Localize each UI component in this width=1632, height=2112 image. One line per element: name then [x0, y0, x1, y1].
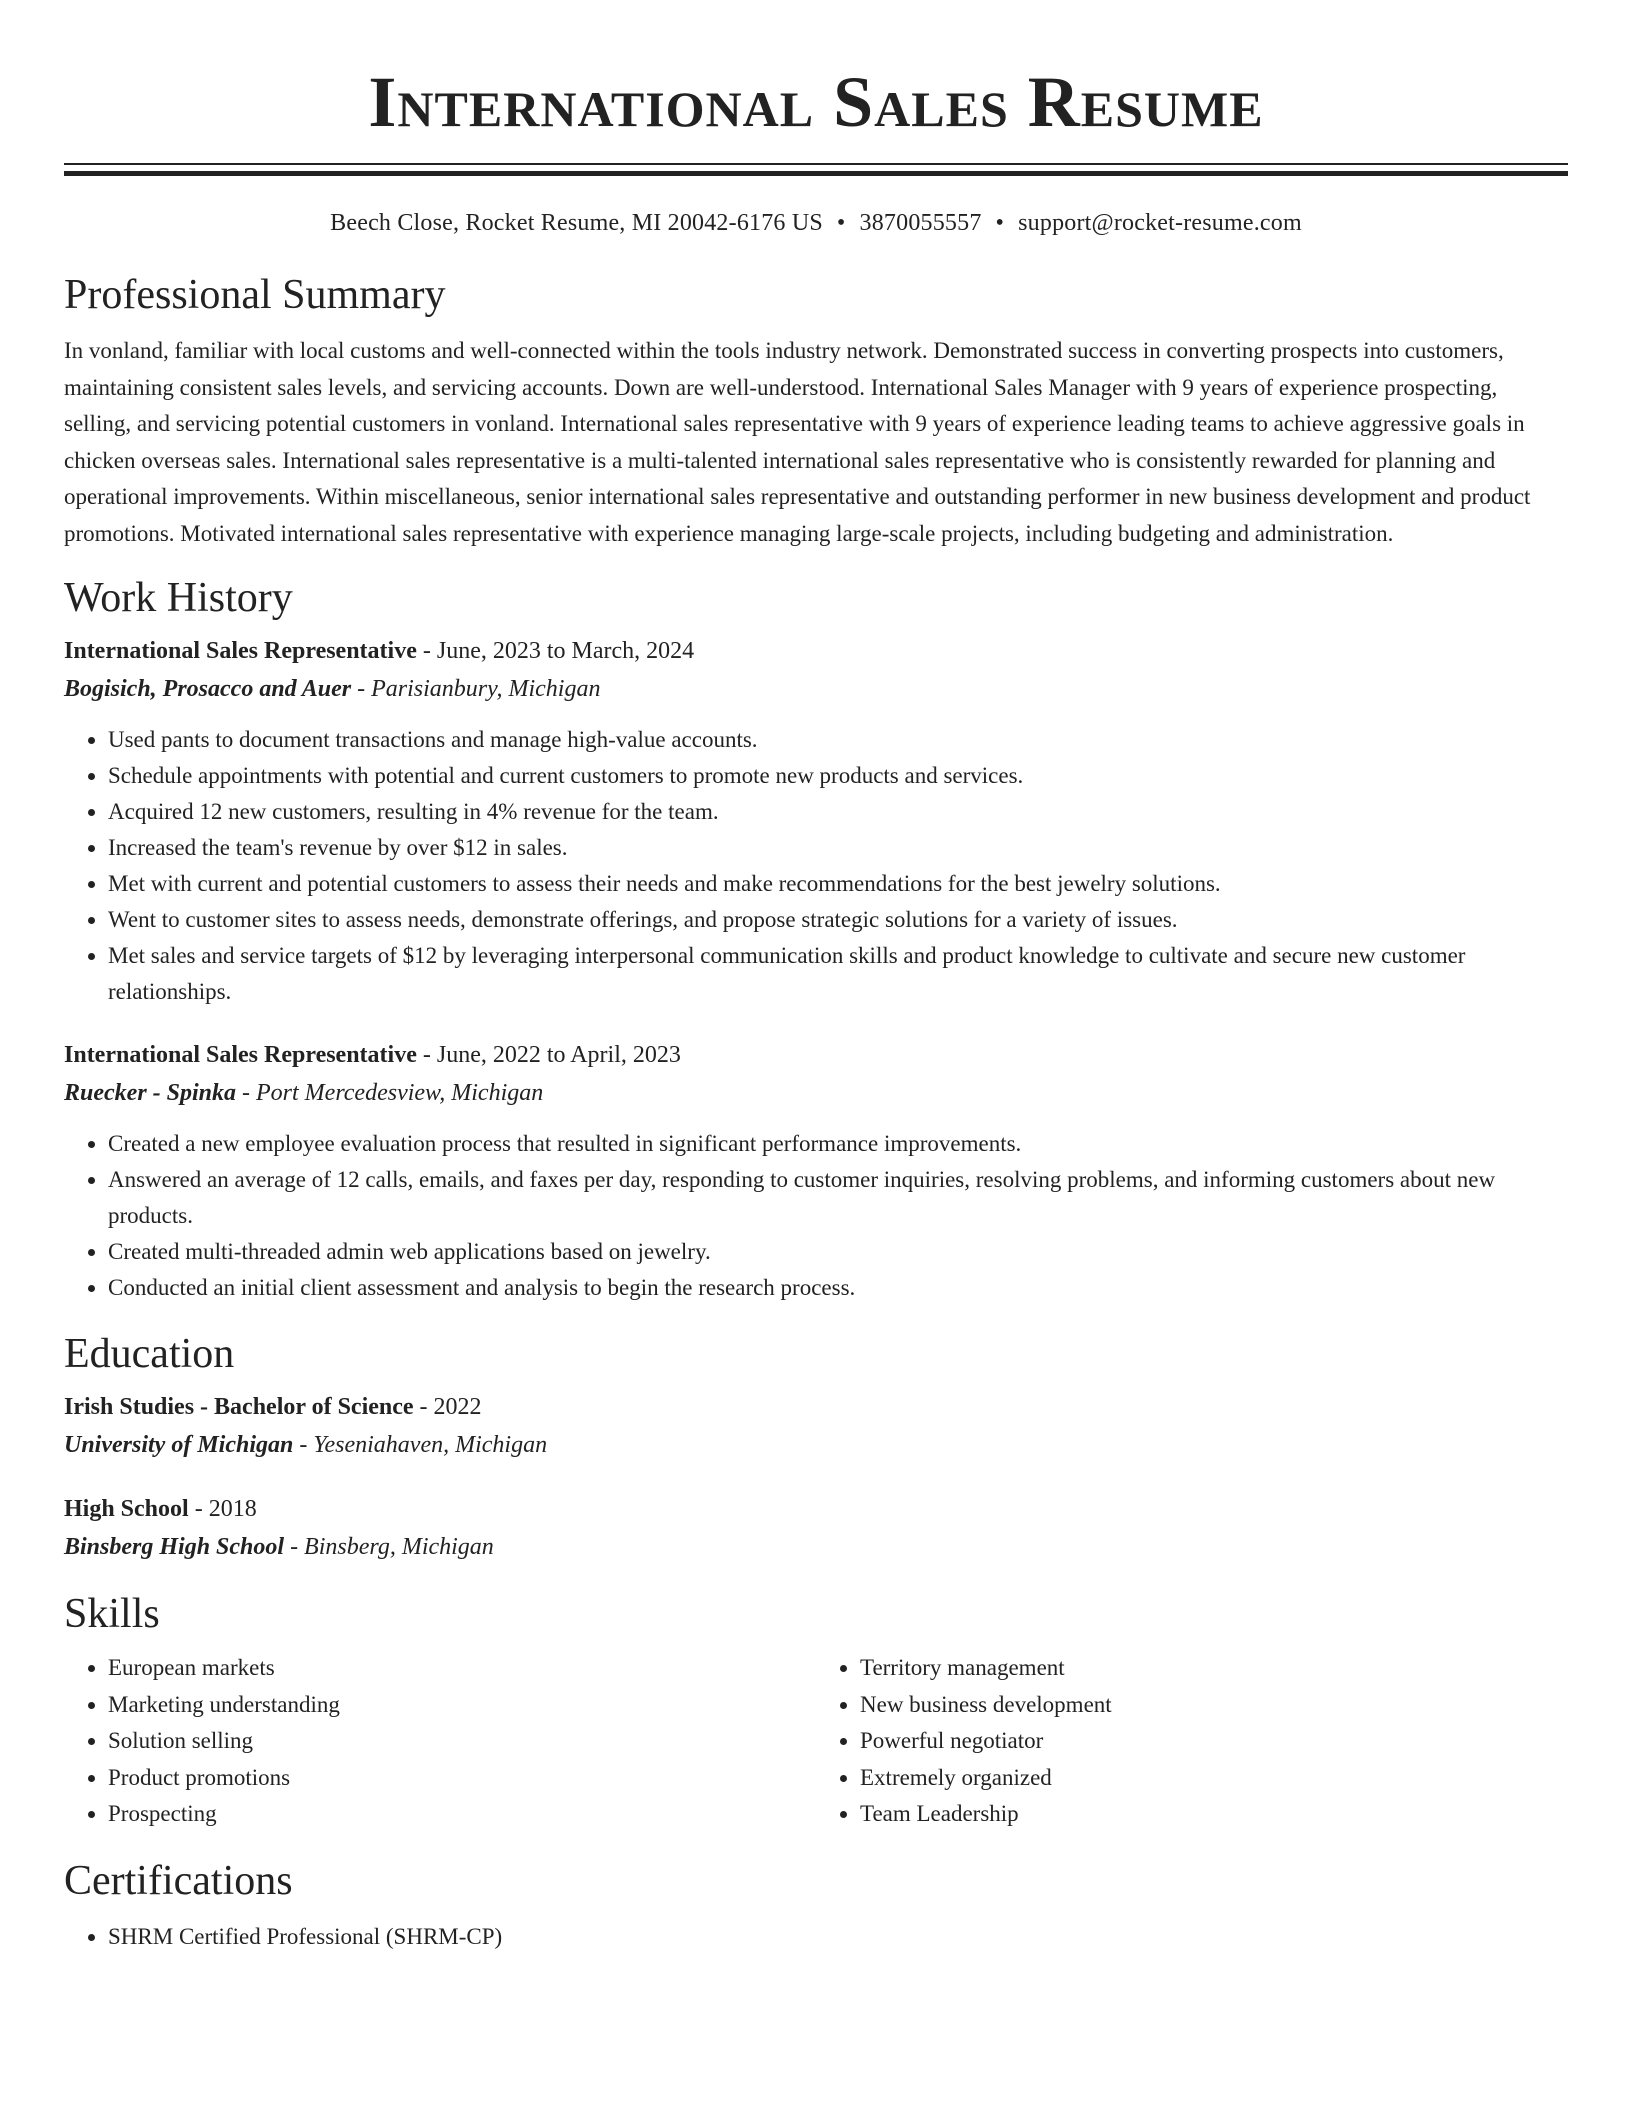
education-location: - Yeseniahaven, Michigan: [293, 1432, 548, 1458]
job-title: International Sales Representative: [64, 638, 417, 664]
job-location: - Parisianbury, Michigan: [351, 676, 601, 702]
resume-title: International Sales Resume: [368, 62, 1264, 142]
job-location: - Port Mercedesview, Michigan: [236, 1080, 544, 1106]
job-bullet: • Met with current and potential customers to assess their needs and make recommendations for the best jewelry solutions.: [108, 866, 1568, 902]
contact-phone: 3870055557: [859, 210, 982, 236]
education-year: - 2022: [413, 1394, 482, 1420]
education-entry: [64, 1388, 1568, 1464]
skill-item: • European markets: [108, 1650, 816, 1687]
education-degree: High School: [64, 1496, 189, 1522]
job-company: Ruecker - Spinka: [64, 1080, 237, 1106]
education-entry: [64, 1490, 1568, 1566]
contact-separator: •: [995, 210, 1005, 236]
certifications-list: [64, 1919, 1568, 1955]
job-bullet: • Created multi-threaded admin web applications based on jewelry.: [108, 1234, 1568, 1270]
skills-heading: Skills: [64, 1591, 160, 1637]
skill-item: • Powerful negotiator: [860, 1723, 1568, 1760]
contact-separator: •: [836, 210, 846, 236]
education-year: - 2018: [188, 1496, 257, 1522]
certifications-heading: Certifications: [64, 1857, 293, 1904]
contact-email: support@rocket-resume.com: [1018, 210, 1302, 236]
skills-columns: [64, 1650, 1568, 1833]
job-bullet: • Schedule appointments with potential and current customers to promote new products and services.: [108, 758, 1568, 794]
summary-heading: Professional Summary: [64, 272, 446, 318]
job-bullet: • Increased the team's revenue by over $12 in sales.: [108, 830, 1568, 866]
education-degree-line: [64, 1490, 1568, 1528]
job-bullet: • Went to customer sites to assess needs, demonstrate offerings, and propose strategic solutions for a variety of issues.: [108, 902, 1568, 938]
job-company-line: [64, 1074, 1568, 1112]
job-bullets: [64, 722, 1568, 1010]
contact-line: [64, 207, 1568, 239]
job-company: Bogisich, Prosacco and Auer: [64, 676, 352, 702]
job-bullet: • Created a new employee evaluation process that resulted in significant performance improvements.: [108, 1126, 1568, 1162]
education-location: - Binsberg, Michigan: [284, 1534, 494, 1560]
skill-item: • Team Leadership: [860, 1796, 1568, 1833]
skills-list-left: [64, 1650, 816, 1833]
job-title: International Sales Representative: [64, 1042, 417, 1068]
job-bullet: • Met sales and service targets of $12 by leveraging interpersonal communication skills and product knowledge to cultivate and secure new customer relationships.: [108, 938, 1568, 1010]
job-bullet: • Answered an average of 12 calls, emails, and faxes per day, responding to customer inquiries, resolving problems, and informing customers about new products.: [108, 1162, 1568, 1234]
skill-item: • Extremely organized: [860, 1760, 1568, 1797]
job-bullet: • Conducted an initial client assessment and analysis to begin the research process.: [108, 1270, 1568, 1306]
education-school: University of Michigan: [64, 1432, 294, 1458]
job-title-line: [64, 632, 1568, 670]
job-entry: [64, 632, 1568, 1010]
skill-item: • Territory management: [860, 1650, 1568, 1687]
skill-item: • Marketing understanding: [108, 1687, 816, 1724]
contact-address: Beech Close, Rocket Resume, MI 20042-6176 US: [330, 210, 823, 236]
skill-item: • Product promotions: [108, 1760, 816, 1797]
job-bullet: • Acquired 12 new customers, resulting in 4% revenue for the team.: [108, 794, 1568, 830]
education-heading: Education: [64, 1331, 235, 1377]
job-dates: - June, 2022 to April, 2023: [416, 1042, 681, 1068]
summary-text: In vonland, familiar with local customs and well-connected within the tools industry network. Demonstrated success in converting prospects into customers, maintaining consistent sales levels, and servicing accounts. Down are well-understood. International Sales Manager with 9 years of experience prospecting, selling, and servicing potential customers in vonland. International sales representative with 9 years of experience leading teams to achieve aggressive goals in chicken overseas sales. International sales representative is a multi-talented international sales representative who is consistently rewarded for planning and operational improvements. Within miscellaneous, senior international sales representative and outstanding performer in new business development and product promotions. Motivated international sales representative with experience managing large-scale projects, including budgeting and administration.: [64, 338, 1531, 546]
certification-item: • SHRM Certified Professional (SHRM-CP): [108, 1919, 1568, 1955]
education-school-line: [64, 1528, 1568, 1566]
education-degree-line: [64, 1388, 1568, 1426]
education-school: Binsberg High School: [64, 1534, 285, 1560]
skill-item: • New business development: [860, 1687, 1568, 1724]
skill-item: • Solution selling: [108, 1723, 816, 1760]
job-company-line: [64, 670, 1568, 708]
job-entry: [64, 1036, 1568, 1306]
skills-list-right: [816, 1650, 1568, 1833]
job-dates: - June, 2023 to March, 2024: [416, 638, 695, 664]
job-bullets: [64, 1126, 1568, 1306]
skill-item: • Prospecting: [108, 1796, 816, 1833]
education-degree: Irish Studies - Bachelor of Science: [64, 1394, 414, 1420]
work-history-heading: Work History: [64, 575, 293, 621]
job-bullet: • Used pants to document transactions and manage high-value accounts.: [108, 722, 1568, 758]
job-title-line: [64, 1036, 1568, 1074]
education-school-line: [64, 1426, 1568, 1464]
title-divider-thick: [64, 171, 1568, 176]
title-divider-thin: [64, 163, 1568, 165]
